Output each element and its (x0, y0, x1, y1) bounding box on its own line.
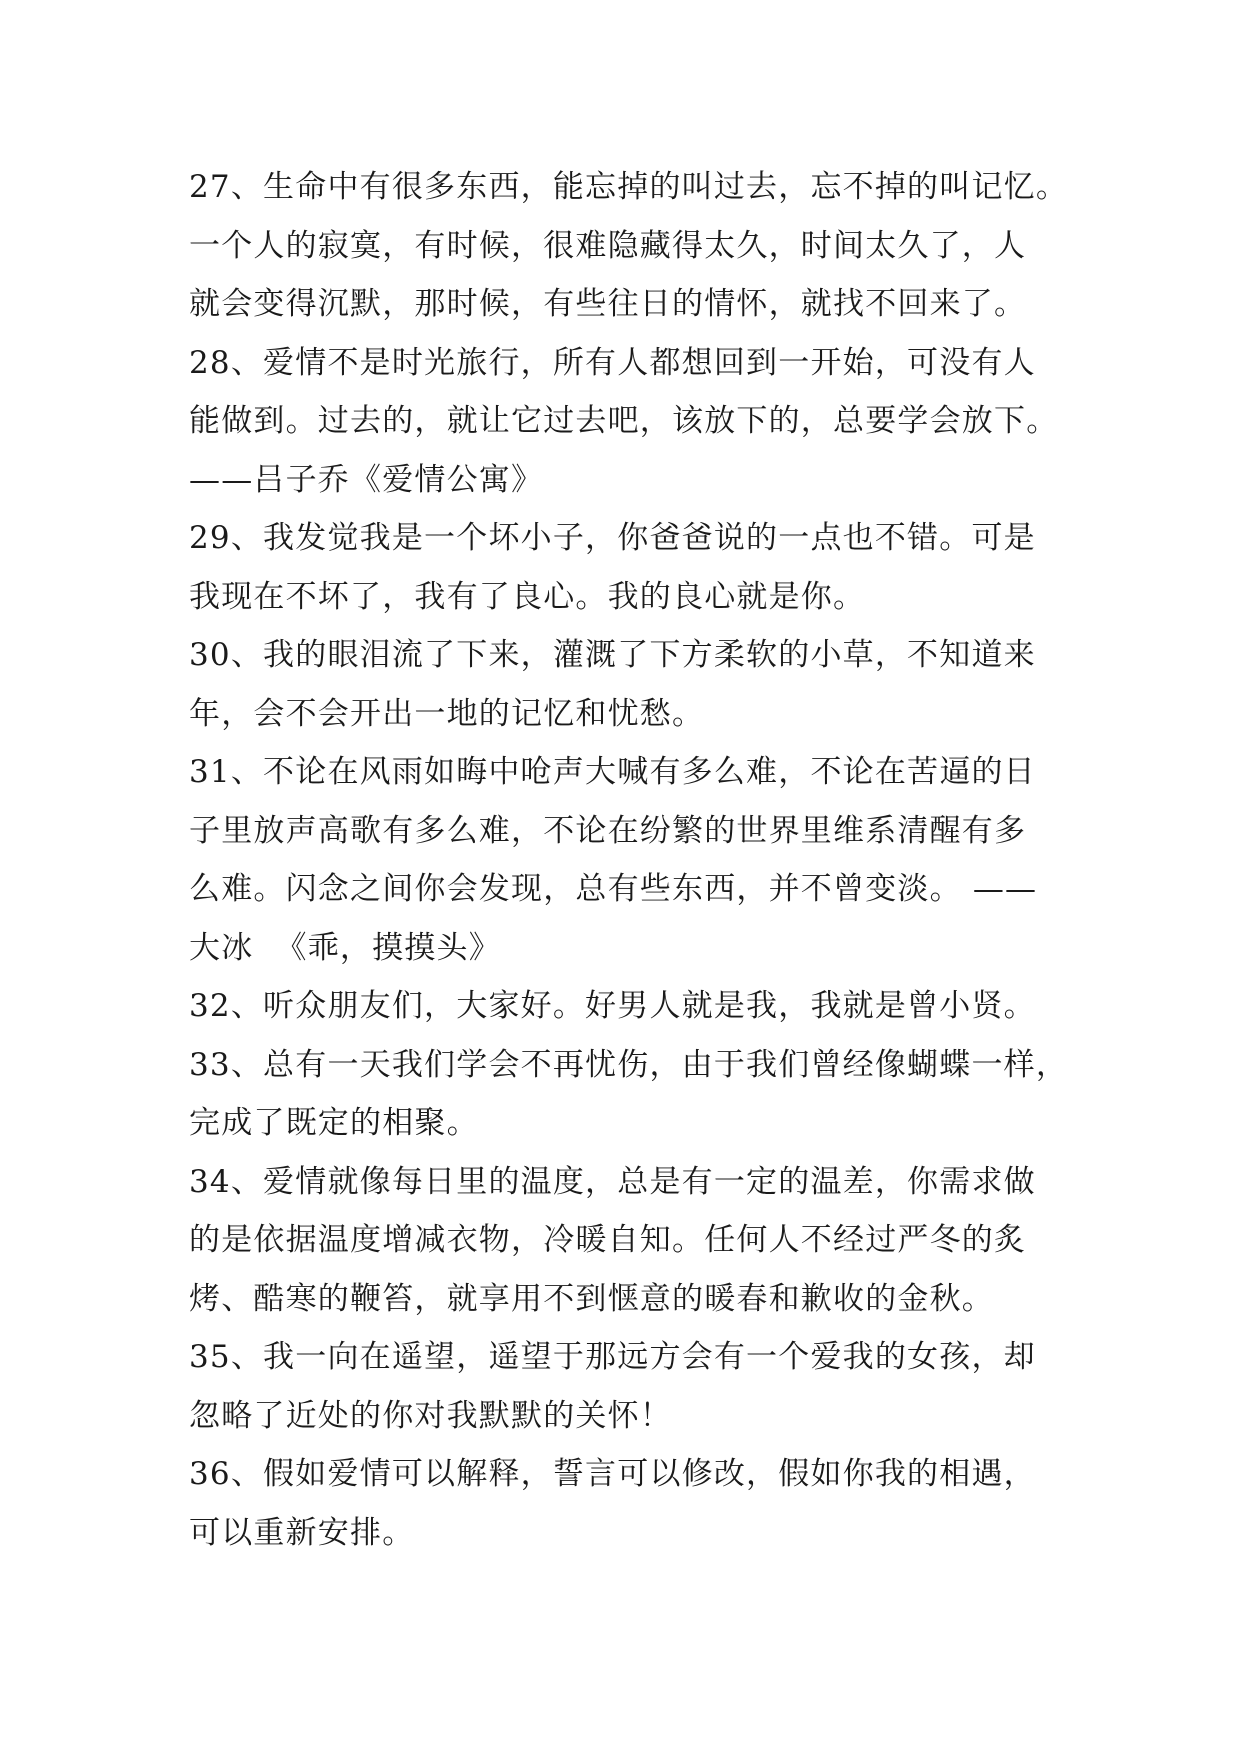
text-line: 完成了既定的相聚。 (189, 1105, 479, 1141)
text-line: 大冰 《乖，摸摸头》 (189, 929, 501, 966)
text-line: 27、生命中有很多东西，能忘掉的叫过去，忘不掉的叫记忆。 (189, 169, 1069, 205)
text-line: 年，会不会开出一地的记忆和忧愁。 (189, 695, 705, 732)
text-line: 30、我的眼泪流了下来，灌溉了下方柔软的小草，不知道来 (189, 637, 1036, 673)
text-line: 子里放声高歌有多么难，不论在纷繁的世界里维系清醒有多 (189, 812, 1027, 849)
text-line: 能做到。过去的，就让它过去吧，该放下的，总要学会放下。 (189, 403, 1059, 439)
text-line: 忽略了近处的你对我默默的关怀！ (189, 1397, 672, 1434)
text-line: ——吕子乔《爱情公寓》 (189, 461, 544, 498)
text-line: 么难。闪念之间你会发现，总有些东西，并不曾变淡。 —— (189, 871, 1038, 907)
text-line: 28、爱情不是时光旅行，所有人都想回到一开始，可没有人 (189, 344, 1036, 381)
text-line: 烤、酷寒的鞭笞，就享用不到惬意的暖春和歉收的金秋。 (189, 1280, 994, 1317)
text-line: 36、假如爱情可以解释，誓言可以修改，假如你我的相遇， (189, 1456, 1036, 1492)
text-line: 29、我发觉我是一个坏小子，你爸爸说的一点也不错。可是 (189, 520, 1036, 556)
text-line: 可以重新安排。 (189, 1514, 415, 1551)
text-line: 一个人的寂寞，有时候，很难隐藏得太久，时间太久了，人 (189, 227, 1027, 264)
text-line: 32、听众朋友们，大家好。好男人就是我，我就是曾小贤。 (189, 988, 1036, 1024)
text-line: 34、爱情就像每日里的温度，总是有一定的温差，你需求做 (189, 1163, 1036, 1200)
text-line: 就会变得沉默，那时候，有些往日的情怀，就找不回来了。 (189, 286, 1027, 322)
document-body (189, 158, 1069, 1562)
text-line: 我现在不坏了，我有了良心。我的良心就是你。 (189, 578, 866, 615)
text-line: 35、我一向在遥望，遥望于那远方会有一个爱我的女孩，却 (189, 1339, 1036, 1375)
text-line: 的是依据温度增减衣物，冷暖自知。任何人不经过严冬的炙 (189, 1222, 1027, 1258)
text-line: 31、不论在风雨如晦中呛声大喊有多么难，不论在苦逼的日 (189, 754, 1036, 790)
text-line: 33、总有一天我们学会不再忧伤，由于我们曾经像蝴蝶一样， (189, 1046, 1069, 1083)
